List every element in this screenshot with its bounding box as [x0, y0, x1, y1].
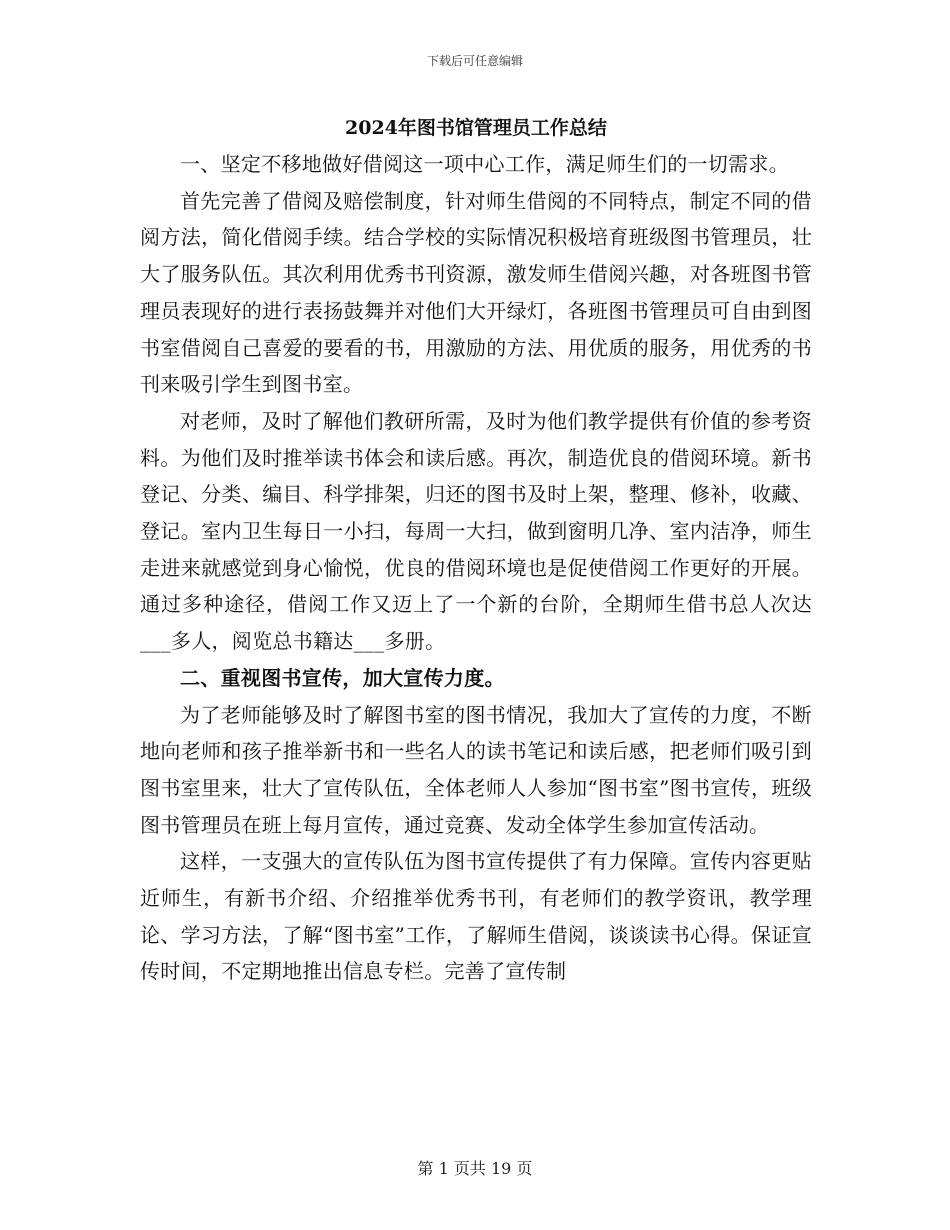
paragraph-teachers-environment: 对老师，及时了解他们教研所需，及时为他们教学提供有价值的参考资料。为他们及时推举读书体会和读后感。再次，制造优良的借阅环境。新书登记、分类、编目、科学排架，归还的图书及时上架，整理、修补，收藏、登记。室内卫生每日一小扫，每周一大扫，做到窗明几净、室内洁净，师生走进来就感觉到身心愉悦，优良的借阅环境也是促使借阅工作更好的开展。通过多种途径，借阅工作又迈上了一个新的台阶，全期师生借书总人次达___多人，阅览总书籍达___多册。: [140, 408, 812, 654]
paragraph-publicity: 为了老师能够及时了解图书室的图书情况，我加大了宣传的力度，不断地向老师和孩子推举新书和一些名人的读书笔记和读后感，把老师们吸引到图书室里来，壮大了宣传队伍，全体老师人人参加“图书室”图书宣传，班级图书管理员在班上每月宣传，通过竞赛、发动全体学生参加宣传活动。: [140, 702, 812, 837]
document-title: 2024年图书馆管理员工作总结: [345, 117, 607, 139]
page-header: 下载后可任意编辑: [426, 54, 523, 68]
page-footer: 第 1 页共 19 页: [417, 1159, 533, 1178]
paragraph-section-1-heading: 一、坚定不移地做好借阅这一项中心工作，满足师生们的一切需求。: [180, 152, 789, 176]
document-body: [140, 110, 812, 990]
paragraph-section-2-heading: 二、重视图书宣传，加大宣传力度。: [180, 665, 505, 690]
paragraph-publicity-team: 这样，一支强大的宣传队伍为图书宣传提供了有力保障。宣传内容更贴近师生，有新书介绍、介绍推举优秀书刊，有老师们的教学资讯，教学理论、学习方法，了解“图书室”工作，了解师生借阅，谈谈读书心得。保证宣传时间，不定期地推出信息专栏。完善了宣传制: [140, 849, 812, 984]
paragraph-borrowing-system: 首先完善了借阅及赔偿制度，针对师生借阅的不同特点，制定不同的借阅方法，简化借阅手续。结合学校的实际情况积极培育班级图书管理员，壮大了服务队伍。其次利用优秀书刊资源，激发师生借阅兴趣，对各班图书管理员表现好的进行表扬鼓舞并对他们大开绿灯，各班图书管理员可自由到图书室借阅自己喜爱的要看的书，用激励的方法、用优质的服务，用优秀的书刊来吸引学生到图书室。: [140, 188, 812, 397]
